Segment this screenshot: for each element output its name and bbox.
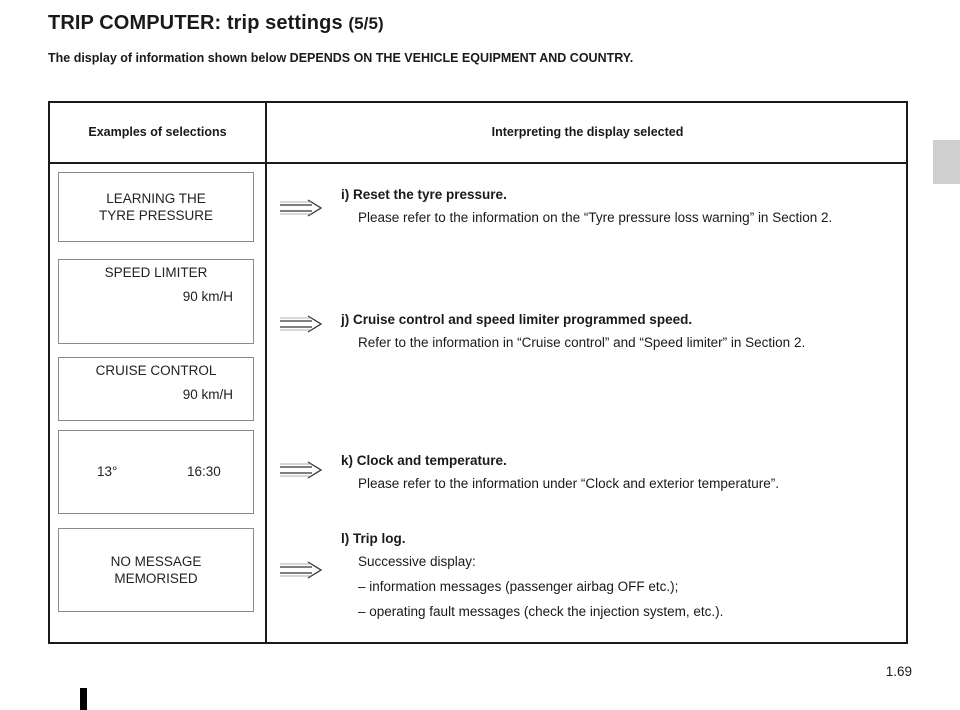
display-line: CRUISE CONTROL: [95, 363, 217, 378]
page-number: 1.69: [885, 664, 912, 679]
entry-body: Refer to the information in “Cruise control” and “Speed limiter” in Section 2.: [358, 335, 806, 350]
display-line: SPEED LIMITER: [104, 265, 208, 280]
entry-cruise-speed-limiter: [341, 311, 805, 352]
display-value: 90 km/H: [182, 387, 233, 402]
page-subtitle: The display of information shown below DEPENDS ON THE VEHICLE EQUIPMENT AND COUNTRY.: [48, 51, 634, 65]
display-clock-temperature: [58, 430, 254, 514]
entry-heading: j) Cruise control and speed limiter programmed speed.: [341, 312, 693, 327]
entry-trip-log: [341, 530, 723, 621]
display-cruise-control: [58, 357, 254, 421]
entry-body: Successive display:: [358, 554, 476, 569]
clock-value: 16:30: [187, 464, 221, 479]
display-no-message: [58, 528, 254, 612]
list-item: – information messages (passenger airbag OFF etc.);: [358, 579, 679, 594]
entry-body: Please refer to the information on the “Tyre pressure loss warning” in Section 2.: [358, 210, 833, 225]
entry-heading: i) Reset the tyre pressure.: [341, 187, 507, 202]
double-arrow-icon: [278, 197, 324, 219]
display-learning-tyre-pressure: [58, 172, 254, 242]
page-title-text: TRIP COMPUTER: trip settings: [48, 12, 343, 34]
temperature-value: 13°: [97, 464, 118, 479]
header-divider: [50, 162, 906, 164]
page-title-suffix: (5/5): [348, 14, 384, 33]
page-title: [48, 12, 384, 35]
display-line: MEMORISED: [114, 571, 198, 586]
section-tab: [933, 140, 960, 184]
column-header-selections: Examples of selections: [88, 125, 227, 139]
corner-mark: [80, 688, 87, 710]
column-divider: [265, 103, 267, 642]
entry-heading: k) Clock and temperature.: [341, 453, 507, 468]
display-speed-limiter: [58, 259, 254, 344]
entry-heading: l) Trip log.: [341, 531, 406, 546]
display-value: 90 km/H: [182, 289, 233, 304]
double-arrow-icon: [278, 559, 324, 581]
display-line: LEARNING THE: [106, 191, 206, 206]
double-arrow-icon: [278, 459, 324, 481]
column-header-interpretation: Interpreting the display selected: [491, 125, 684, 139]
entry-reset-tyre-pressure: [341, 186, 832, 227]
entry-clock-temperature: [341, 452, 779, 493]
display-line: TYRE PRESSURE: [98, 208, 214, 223]
entry-body: Please refer to the information under “Clock and exterior temperature”.: [358, 476, 779, 491]
double-arrow-icon: [278, 313, 324, 335]
list-item: – operating fault messages (check the injection system, etc.).: [358, 604, 724, 619]
display-line: NO MESSAGE: [110, 554, 202, 569]
